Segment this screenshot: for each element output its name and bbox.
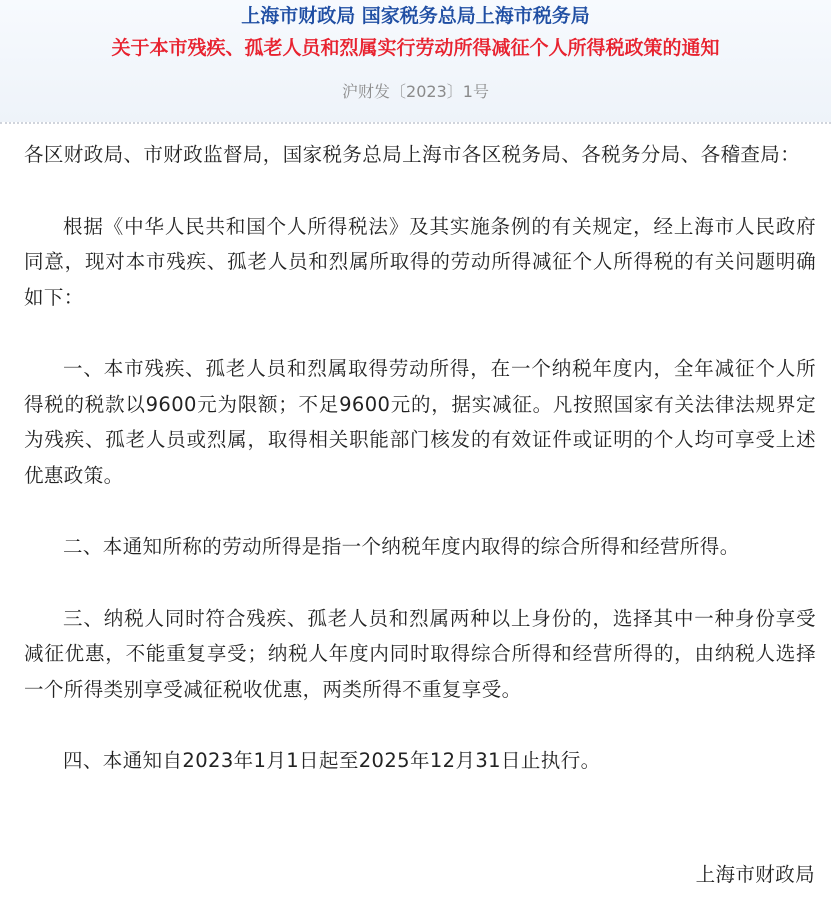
item-1-paragraph: 一、本市残疾、孤老人员和烈属取得劳动所得，在一个纳税年度内，全年减征个人所得税的税款以9600元为限额；不足9600元的，据实减征。凡按照国家有关法律法规界定为残疾、孤老人员或烈属，取得相关职能部门核发的有效证件或证明的个人均可享受上述优惠政策。 [24,357,816,487]
paragraph-gap [24,315,816,351]
document-title: 关于本市残疾、孤老人员和烈属实行劳动所得减征个人所得税政策的通知 [111,37,720,59]
signature-issuer: 上海市财政局 [695,863,815,886]
header-divider [0,122,831,124]
item-4-paragraph: 四、本通知自2023年1月1日起至2025年12月31日止执行。 [63,749,601,772]
item-3-paragraph: 三、纳税人同时符合残疾、孤老人员和烈属两种以上身份的，选择其中一种身份享受减征优惠，不能重复享受；纳税人年度内同时取得综合所得和经营所得的，由纳税人选择一个所得类别享受减征税收优惠，两类所得不重复享受。 [24,606,816,701]
document-body [24,137,816,779]
item-2-paragraph: 二、本通知所称的劳动所得是指一个纳税年度内取得的综合所得和经营所得。 [63,535,740,558]
addressee-paragraph: 各区财政局、市财政监督局，国家税务总局上海市各区税务局、各税务分局、各稽查局： [24,143,801,166]
issuing-authority: 上海市财政局 国家税务总局上海市税务局 [241,5,590,27]
paragraph-gap [24,493,816,529]
intro-paragraph: 根据《中华人民共和国个人所得税法》及其实施条例的有关规定，经上海市人民政府同意，现对本市残疾、孤老人员和烈属所取得的劳动所得减征个人所得税的有关问题明确如下： [24,214,816,309]
document-header [0,0,831,122]
paragraph-gap [24,707,816,743]
document-number: 沪财发〔2023〕1号 [342,82,489,101]
paragraph-gap [24,173,816,209]
paragraph-gap [24,565,816,601]
